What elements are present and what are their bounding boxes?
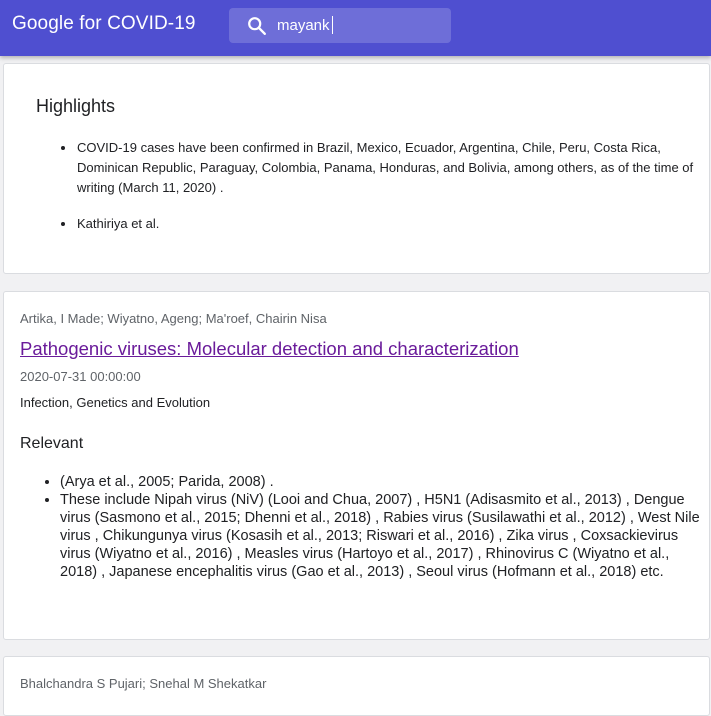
search-box[interactable] — [229, 8, 451, 43]
app-title[interactable]: Google for COVID-19 — [12, 13, 196, 34]
result-card — [3, 656, 710, 716]
search-input[interactable] — [277, 8, 445, 43]
result-journal: Infection, Genetics and Evolution — [20, 395, 211, 410]
result-authors: Bhalchandra S Pujari; Snehal M Shekatkar — [20, 676, 267, 691]
relevant-label: Relevant — [20, 435, 84, 452]
search-icon[interactable] — [246, 15, 268, 37]
result-card — [3, 291, 710, 640]
app-header — [0, 0, 711, 56]
highlights-title: Highlights — [36, 96, 116, 116]
result-date: 2020-07-31 00:00:00 — [20, 369, 141, 384]
highlight-item: • COVID-19 cases have been confirmed in Brazil, Mexico, Ecuador, Argentina, Chile, Peru, Costa Rica, Dominican Republic, Paraguay, Colombia, Panama, Honduras, and Bolivia, among others, as of the time of writing (March 11, 2020) . — [76, 138, 696, 198]
highlights-card — [3, 63, 710, 274]
highlights-list — [36, 138, 696, 250]
relevant-item: • These include Nipah virus (NiV) (Looi and Chua, 2007) , H5N1 (Adisasmito et al., 2013) , Dengue virus (Sasmono et al., 2015; Dhenni et al., 2018) , Rabies virus (Susilawathi et al., 2012) , West Nile virus , Chikungunya virus (Kosasih et al., 2013; Riswari et al., 2016) , Zika virus , Coxsackievirus virus (Wiyatno et al., 2016) , Measles virus (Hartoyo et al., 2017) , Rhinovirus C (Wiyatno et al., 2018) , Japanese encephalitis virus (Gao et al., 2013) , Seoul virus (Hofmann et al., 2018) etc. — [60, 491, 710, 581]
text-cursor — [332, 16, 333, 34]
relevant-list — [20, 473, 710, 581]
relevant-item: • (Arya et al., 2005; Parida, 2008) . — [60, 473, 710, 491]
result-authors: Artika, I Made; Wiyatno, Ageng; Ma'roef, Chairin Nisa — [20, 311, 327, 326]
result-title-link[interactable]: Pathogenic viruses: Molecular detection and characterization — [20, 338, 519, 359]
highlight-item: • Kathiriya et al. — [76, 214, 696, 234]
